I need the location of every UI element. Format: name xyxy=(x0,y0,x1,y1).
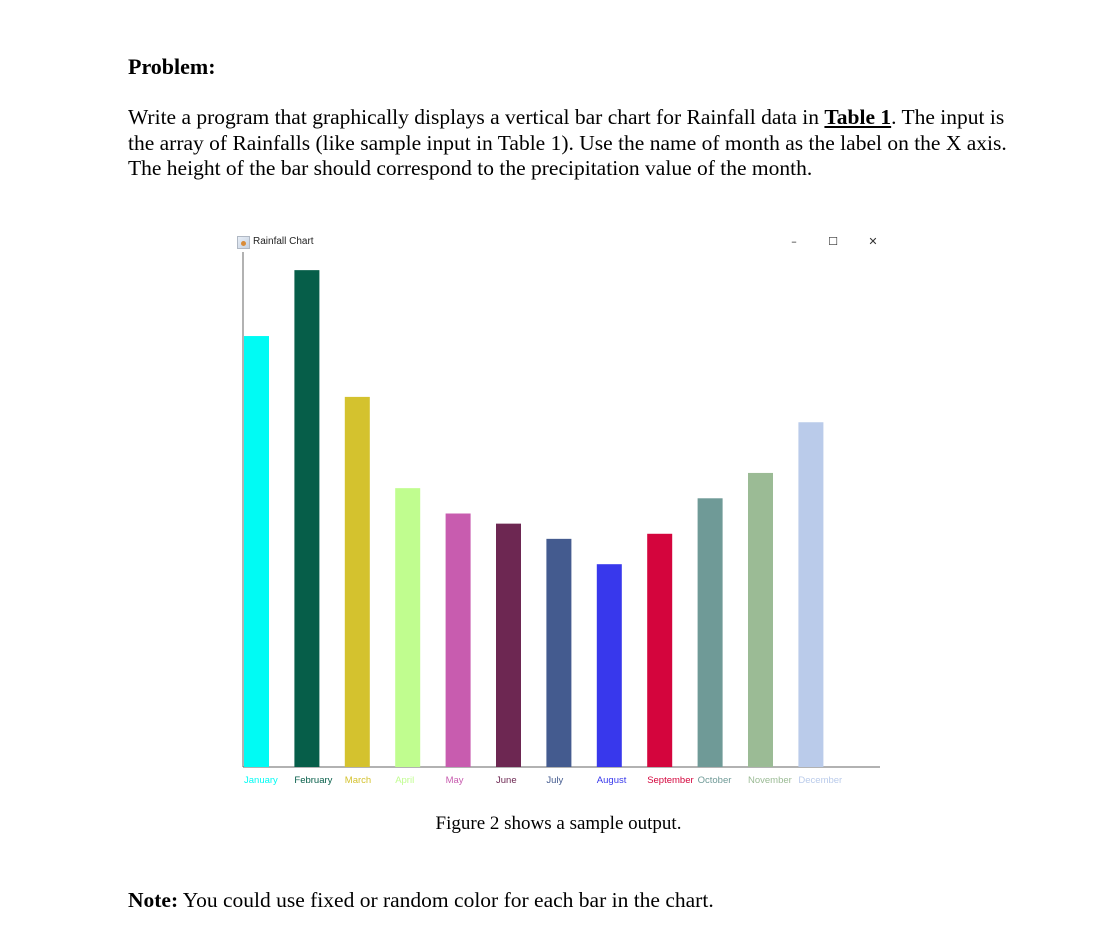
x-tick-label-july: July xyxy=(546,775,564,786)
problem-text-after: . The input is the array of Rainfalls (like sample input in Table 1). Use the name of month as the label on the X axis. The height of the bar should correspond to the precipitation value of the month. xyxy=(128,105,1007,180)
x-tick-label-february: February xyxy=(294,775,333,786)
x-tick-label-october: October xyxy=(697,775,732,786)
x-tick-label-august: August xyxy=(596,775,627,786)
bar-april xyxy=(395,488,420,767)
bar-october xyxy=(698,498,723,767)
x-tick-label-june: June xyxy=(496,775,517,786)
note-paragraph xyxy=(128,888,714,913)
figure-caption: Figure 2 shows a sample output. xyxy=(435,813,682,834)
bar-november xyxy=(748,473,773,767)
x-tick-label-december: December xyxy=(798,775,843,786)
bar-january xyxy=(244,336,269,767)
bar-september xyxy=(647,534,672,767)
x-tick-label-september: September xyxy=(647,775,694,786)
problem-heading: Problem: xyxy=(128,54,216,79)
x-tick-label-group xyxy=(244,775,842,786)
rainfall-chart-window xyxy=(232,230,884,796)
problem-description xyxy=(128,105,1008,182)
x-tick-label-april: April xyxy=(395,775,415,786)
bar-december xyxy=(798,422,823,767)
x-tick-label-may: May xyxy=(445,775,464,786)
bar-july xyxy=(546,539,571,767)
window-title: Rainfall Chart xyxy=(253,236,314,247)
x-tick-label-january: January xyxy=(244,775,278,786)
close-icon[interactable]: ✕ xyxy=(868,235,878,248)
table-reference-link: Table 1 xyxy=(824,105,892,129)
bar-group xyxy=(244,270,823,767)
maximize-icon[interactable]: ☐ xyxy=(828,235,838,248)
x-tick-label-november: November xyxy=(748,775,792,786)
bar-march xyxy=(345,397,370,767)
bar-february xyxy=(294,270,319,767)
bar-june xyxy=(496,524,521,767)
note-text: You could use fixed or random color for each bar in the chart. xyxy=(178,888,714,912)
x-tick-label-march: March xyxy=(344,775,372,786)
bar-august xyxy=(597,564,622,767)
minimize-icon[interactable]: – xyxy=(791,235,797,248)
problem-text-before: Write a program that graphically displays a vertical bar chart for Rainfall data in xyxy=(128,105,825,129)
bar-may xyxy=(446,514,471,768)
note-label: Note: xyxy=(128,888,179,912)
rainfall-bar-chart xyxy=(232,230,884,796)
